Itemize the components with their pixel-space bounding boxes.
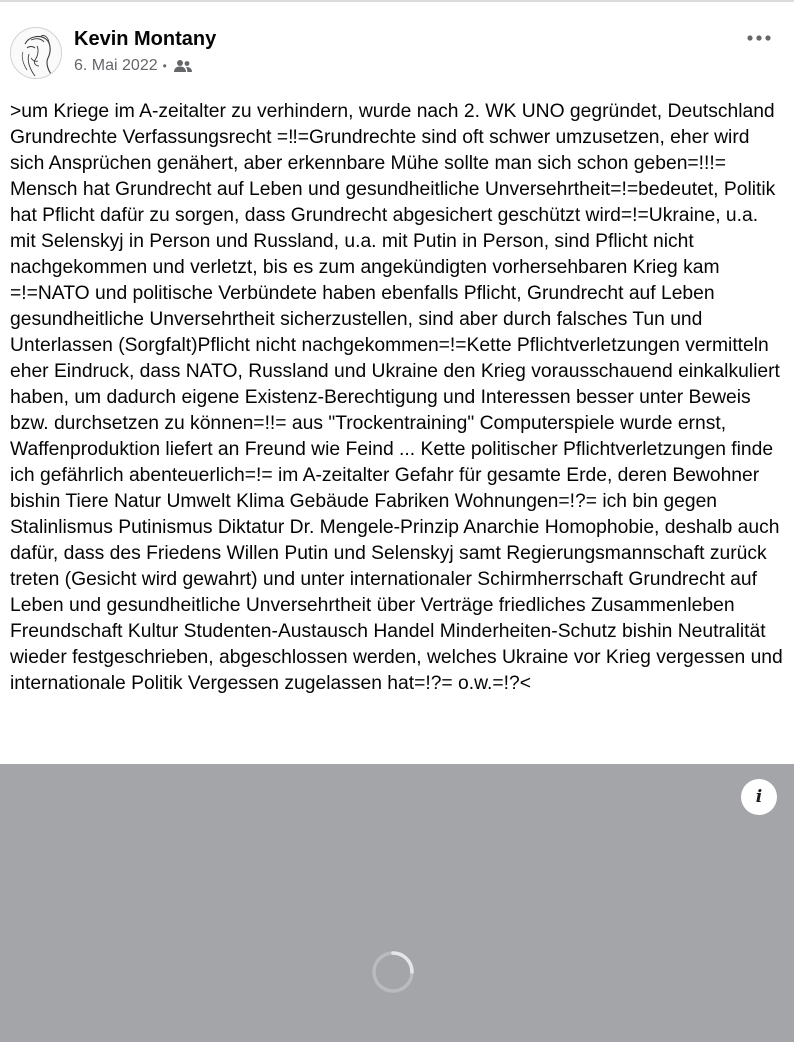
media-placeholder[interactable] [0,764,794,1042]
meta-separator: • [162,59,167,73]
post-text: >um Kriege im A-zeitalter zu verhindern, wurde nach 2. WK UNO gegründet, Deutschland Grundrechte Verfassungsrecht =‼=Grundrechte sind oft schwer umzusetzen, eher wird sich Ansprüchen genähert, aber erkennbare Mühe sollte man sich schon geben=!!!= Mensch hat Grundrecht auf Leben und gesundheitliche Unversehrtheit=!=bedeutet, Politik hat Pflicht dafür zu sorgen, dass Grundrecht abgesichert geschützt wird=!=Ukraine, u.a. mit Selenskyj in Person und Russland, u.a. mit Putin in Person, sind Pflicht nicht nachgekommen und verletzt, bis es zum angekündigten vorhersehbaren Krieg kam =!=NATO und politische Verbündete haben ebenfalls Pflicht, Grundrecht auf Leben gesundheitliche Unversehrtheit sicherzustellen, sind aber durch falsches Tun und Unterlassen (Sorgfalt)Pflicht nicht nachgekommen=!=Kette Pflichtverletzungen vermitteln eher Eindruck, dass NATO, Russland und Ukraine den Krieg vorausschauend einkalkuliert haben, um dadurch eigene Existenz-Berechtigung und Interessen besser unter Beweis bzw. durchsetzen zu können=!!= aus "Trockentraining" Computerspiele wurde ernst, Waffenproduktion liefert an Freund wie Feind ... Kette politischer Pflichtverletzungen finde ich gefährlich abenteuerlich=!= im A-zeitalter Gefahr für gesamte Erde, deren Bewohner bishin Tiere Natur Umwelt Klima Gebäude Fabriken Wohnungen=!?= ich bin gegen Stalinlismus Putinismus Diktatur Dr. Mengele-Prinzip Anarchie Homophobie, deshalb auch dafür, dass des Friedens Willen Putin und Selenskyj samt Regierungsmannschaft zurück treten (Gesicht wird gewahrt) und unter internationaler Schirmherrschaft Grundrecht auf Leben und gesundheitliche Unversehrtheit über Verträge friedliches Zusammenleben Freundschaft Kultur Studenten-Austausch Handel Minderheiten-Schutz bishin Neutralität wieder festgeschrieben, abgeschlossen werden, welches Ukraine vor Krieg vergessen und internationale Politik Vergessen zugelassen hat=!?= o.w.=!?< [10,101,783,694]
friends-icon [174,59,192,73]
avatar[interactable] [10,27,62,79]
info-icon: i [755,787,763,807]
post-date[interactable]: 6. Mai 2022 [74,57,158,74]
info-button[interactable] [741,779,777,815]
loading-spinner-icon [371,950,415,994]
more-options-button[interactable] [740,24,778,52]
more-options-icon [747,35,771,41]
avatar-sketch-icon [11,28,62,79]
post-meta [74,56,192,76]
author-name[interactable]: Kevin Montany [74,28,217,50]
post-header [0,0,794,90]
